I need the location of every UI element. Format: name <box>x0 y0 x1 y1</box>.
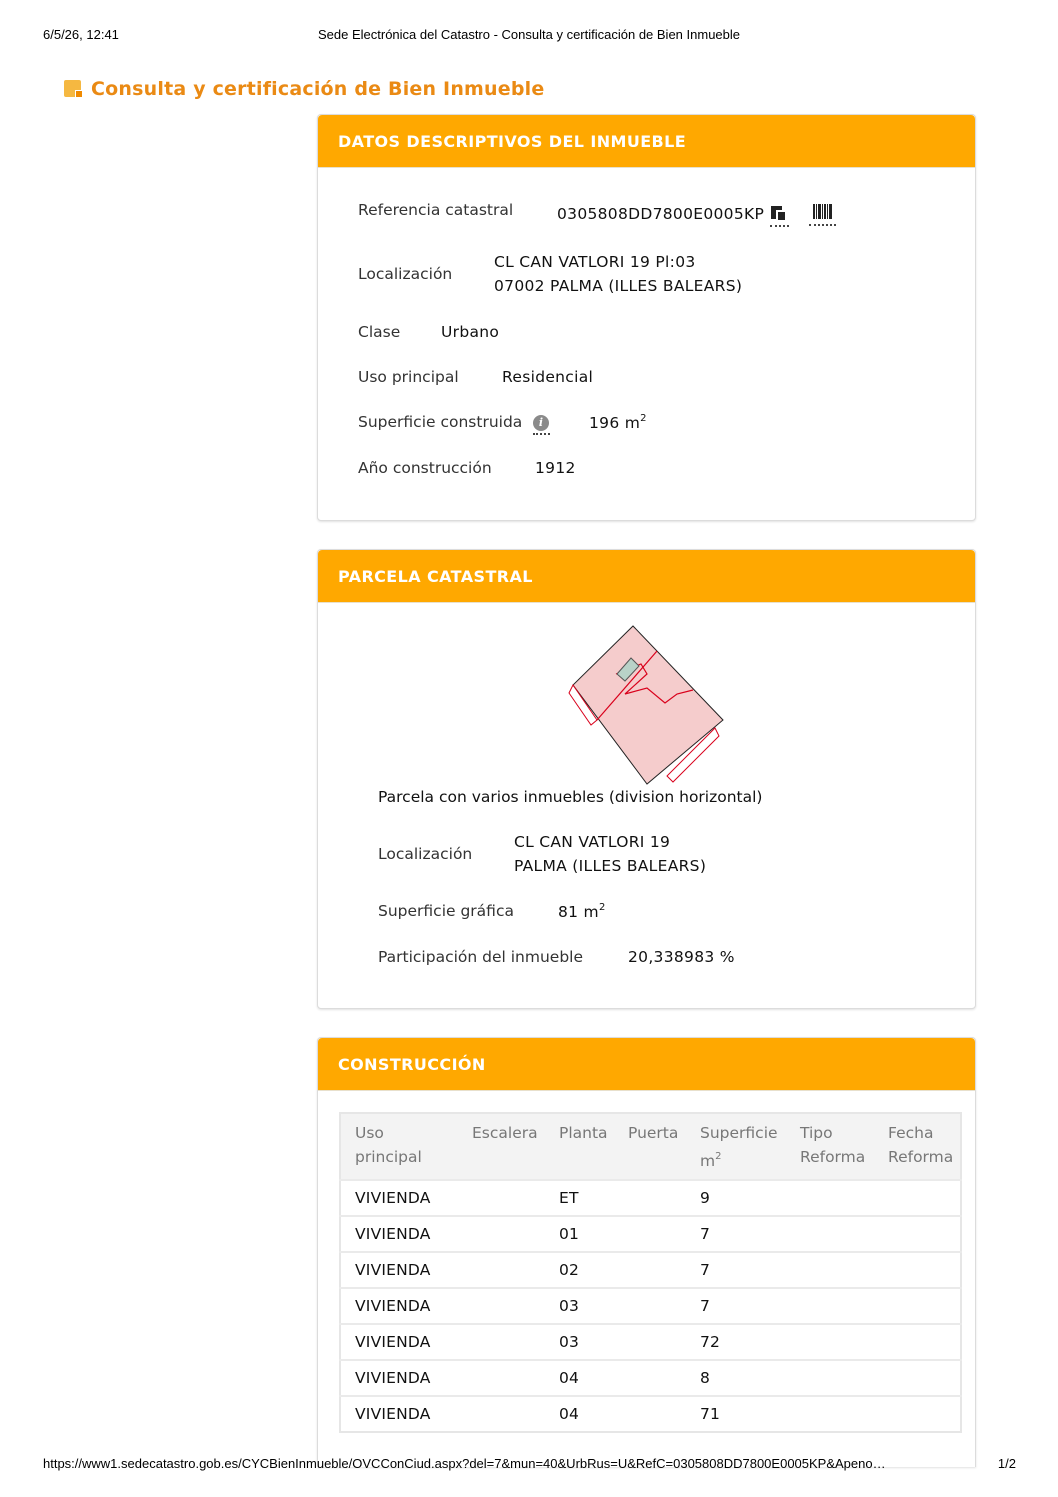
cell-planta: 04 <box>545 1360 614 1396</box>
panel-parcela-heading: PARCELA CATASTRAL <box>338 566 533 586</box>
anio-construccion-label: Año construcción <box>358 459 492 477</box>
table-row <box>340 1324 961 1360</box>
document-icon <box>64 80 83 99</box>
cell-fecha <box>874 1252 961 1288</box>
cell-uso: VIVIENDA <box>340 1324 458 1360</box>
superficie-grafica-label: Superficie gráfica <box>378 902 514 920</box>
cell-planta: ET <box>545 1180 614 1216</box>
cell-puerta <box>614 1288 686 1324</box>
col-puerta: Puerta <box>614 1113 686 1180</box>
cell-puerta <box>614 1396 686 1432</box>
cell-uso: VIVIENDA <box>340 1360 458 1396</box>
panel-datos-header <box>318 115 975 168</box>
panel-construccion <box>317 1037 976 1467</box>
cell-superficie: 8 <box>686 1360 786 1396</box>
cell-superficie: 7 <box>686 1216 786 1252</box>
clase-value: Urbano <box>441 323 500 341</box>
cell-planta: 01 <box>545 1216 614 1252</box>
table-row <box>340 1396 961 1432</box>
panel-datos-heading: DATOS DESCRIPTIVOS DEL INMUEBLE <box>338 131 687 151</box>
cell-tipo <box>786 1288 874 1324</box>
cell-escalera <box>458 1288 545 1324</box>
cell-uso: VIVIENDA <box>340 1216 458 1252</box>
participacion-label: Participación del inmueble <box>378 948 584 966</box>
panel-construccion-header <box>318 1038 975 1091</box>
cell-escalera <box>458 1252 545 1288</box>
parcel-map <box>565 624 727 786</box>
col-uso-principal: Uso principal <box>340 1113 458 1180</box>
cell-tipo <box>786 1324 874 1360</box>
table-header-row <box>340 1113 961 1180</box>
col-planta: Planta <box>545 1113 614 1180</box>
cell-tipo <box>786 1360 874 1396</box>
cell-uso: VIVIENDA <box>340 1396 458 1432</box>
cell-escalera <box>458 1324 545 1360</box>
cell-planta: 04 <box>545 1396 614 1432</box>
cell-planta: 02 <box>545 1252 614 1288</box>
parcela-localizacion-line2: PALMA (ILLES BALEARS) <box>514 857 707 875</box>
localizacion-line1: CL CAN VATLORI 19 Pl:03 <box>494 253 696 271</box>
col-tipo-reforma: Tipo Reforma <box>786 1113 874 1180</box>
uso-principal-value: Residencial <box>502 368 594 386</box>
participacion-value: 20,338983 % <box>628 948 735 966</box>
cell-uso: VIVIENDA <box>340 1180 458 1216</box>
cell-fecha <box>874 1288 961 1324</box>
cell-escalera <box>458 1360 545 1396</box>
cell-planta: 03 <box>545 1324 614 1360</box>
print-footer <box>0 1456 1058 1474</box>
superficie-construida-label: Superficie construida <box>358 413 523 431</box>
cell-escalera <box>458 1216 545 1252</box>
barcode-icon[interactable] <box>813 204 833 219</box>
info-icon[interactable]: i <box>533 415 549 431</box>
cell-fecha <box>874 1360 961 1396</box>
parcela-localizacion-label: Localización <box>378 845 473 863</box>
print-page-title: Sede Electrónica del Catastro - Consulta y certificación de Bien Inmueble <box>318 27 740 42</box>
cell-superficie: 7 <box>686 1252 786 1288</box>
cell-superficie: 72 <box>686 1324 786 1360</box>
parcel-shape <box>573 626 723 784</box>
localizacion-line2: 07002 PALMA (ILLES BALEARS) <box>494 277 743 295</box>
ref-catastral-label: Referencia catastral <box>358 201 514 219</box>
cell-escalera <box>458 1180 545 1216</box>
col-escalera: Escalera <box>458 1113 545 1180</box>
parcela-description: Parcela con varios inmuebles (division horizontal) <box>378 788 763 806</box>
clase-label: Clase <box>358 323 401 341</box>
cell-uso: VIVIENDA <box>340 1252 458 1288</box>
construccion-table <box>339 1112 962 1433</box>
anio-construccion-value: 1912 <box>535 459 576 477</box>
col-fecha-reforma: Fecha Reforma <box>874 1113 961 1180</box>
cell-puerta <box>614 1252 686 1288</box>
cell-fecha <box>874 1324 961 1360</box>
cell-fecha <box>874 1216 961 1252</box>
copy-icon[interactable] <box>771 206 789 224</box>
cell-uso: VIVIENDA <box>340 1288 458 1324</box>
cell-superficie: 7 <box>686 1288 786 1324</box>
page-title <box>64 76 544 102</box>
cell-tipo <box>786 1396 874 1432</box>
uso-principal-label: Uso principal <box>358 368 459 386</box>
cell-puerta <box>614 1324 686 1360</box>
panel-parcela-catastral <box>317 549 976 1009</box>
print-header <box>0 27 1058 45</box>
page-title-text: Consulta y certificación de Bien Inmueble <box>91 78 545 100</box>
table-row <box>340 1180 961 1216</box>
cell-superficie: 71 <box>686 1396 786 1432</box>
parcela-localizacion-line1: CL CAN VATLORI 19 <box>514 833 671 851</box>
table-row <box>340 1252 961 1288</box>
print-datetime: 6/5/26, 12:41 <box>43 27 119 42</box>
cell-superficie: 9 <box>686 1180 786 1216</box>
panel-datos-descriptivos <box>317 114 976 521</box>
table-row <box>340 1288 961 1324</box>
ref-catastral-value: 0305808DD7800E0005KP <box>557 205 765 223</box>
cell-tipo <box>786 1216 874 1252</box>
panel-parcela-header <box>318 550 975 603</box>
cell-fecha <box>874 1396 961 1432</box>
cell-tipo <box>786 1180 874 1216</box>
table-row <box>340 1360 961 1396</box>
cell-tipo <box>786 1252 874 1288</box>
cell-fecha <box>874 1180 961 1216</box>
cell-escalera <box>458 1396 545 1432</box>
superficie-grafica-value: 81 $m^2$ <box>558 902 606 921</box>
panel-construccion-heading: CONSTRUCCIÓN <box>338 1054 486 1074</box>
print-url: https://www1.sedecatastro.gob.es/CYCBienInmueble/OVCConCiud.aspx?del=7&mun=40&UrbRus=U&RefC=0305808DD7800E0005KP&Apeno… <box>43 1456 886 1471</box>
col-superficie: Superficie $m^2$ <box>686 1113 786 1180</box>
cell-puerta <box>614 1360 686 1396</box>
localizacion-label: Localización <box>358 265 453 283</box>
cell-puerta <box>614 1180 686 1216</box>
table-row <box>340 1216 961 1252</box>
cell-planta: 03 <box>545 1288 614 1324</box>
cell-puerta <box>614 1216 686 1252</box>
superficie-construida-value: 196 $m^2$ <box>589 413 647 432</box>
print-page-count: 1/2 <box>997 1456 1016 1471</box>
